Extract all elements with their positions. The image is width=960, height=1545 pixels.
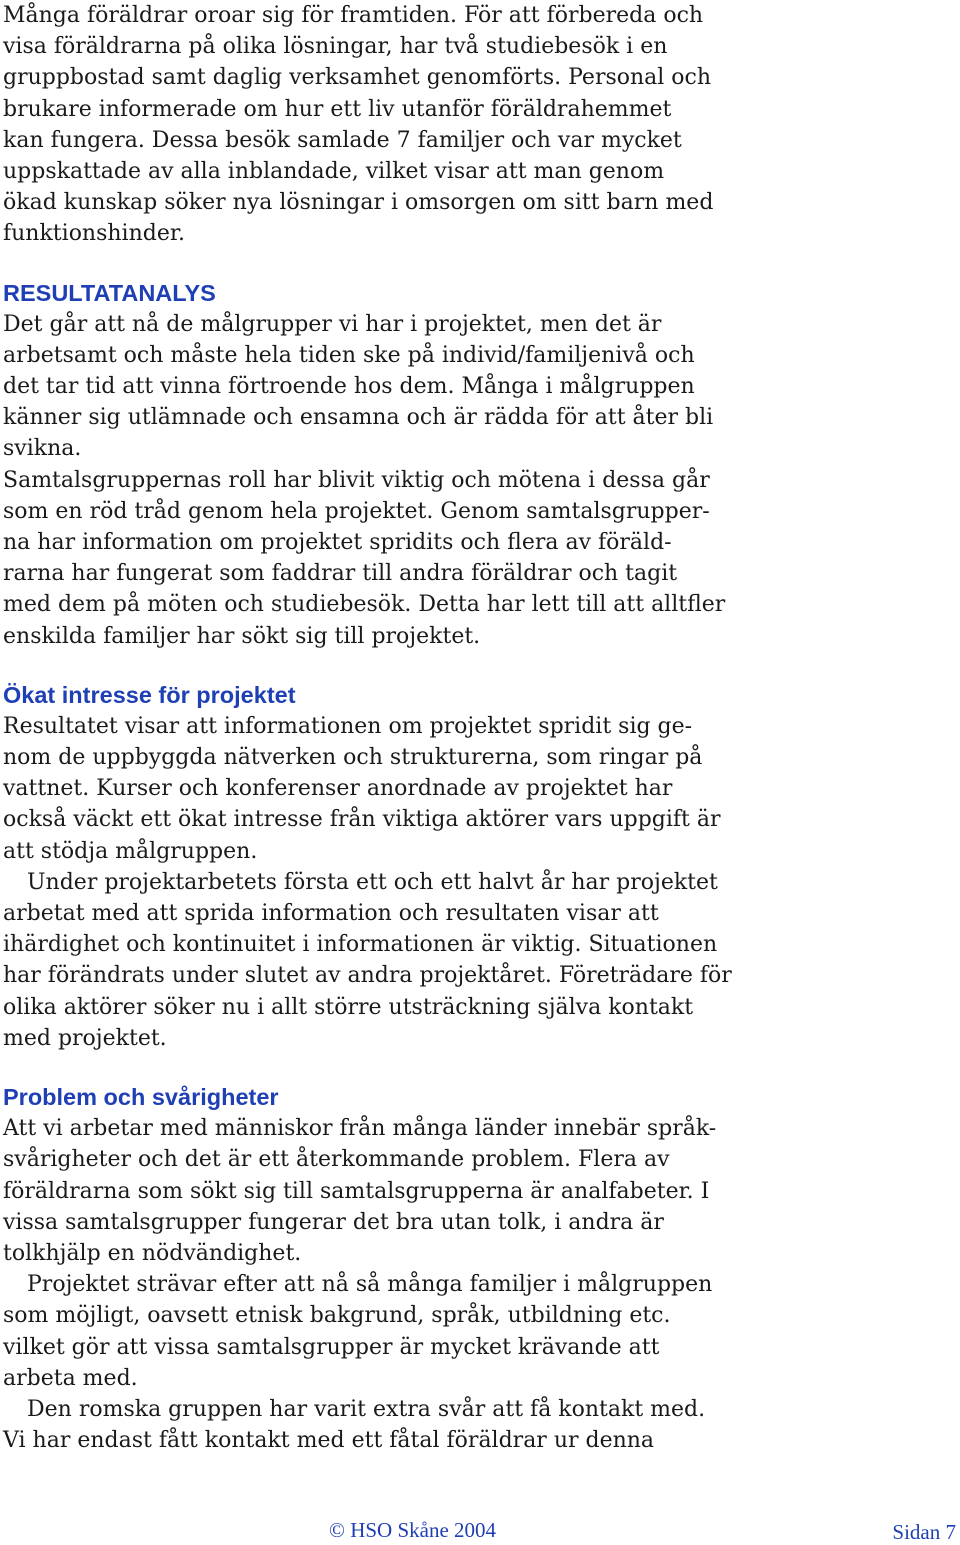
- heading-problem: Problem och svårigheter: [3, 1084, 279, 1111]
- okat-intresse-paragraph-2: Under projektarbetets första ett och ett halvt år har projektet arbetat med att sprida information och resultaten visar att ihärdighet och kontinuitet i informationen är viktig. Situationen har förändrats under slutet av andra projektåret. Företrädare för olika aktörer söker nu i allt större utsträckning själva kontakt med projektet.: [3, 869, 732, 1051]
- spacer: [3, 652, 953, 680]
- problem-paragraph-3: Den romska gruppen har varit extra svår att få kontakt med. Vi har endast fått kontakt med ett fåtal föräldrar ur denna: [3, 1396, 706, 1454]
- document-page: [3, 0, 953, 1456]
- spacer: [3, 250, 953, 278]
- resultatanalys-paragraph-2: Samtalsgruppernas roll har blivit viktig och mötena i dessa går som en röd tråd genom hela projektet. Genom samtalsgrupper- na har information om projektet spridits och flera av föräld- rarna har fungerat som faddrar till andra föräldrar och tagit med dem på möten och studiebesök. Detta har lett till att alltfler enskilda familjer har sökt sig till projektet.: [3, 467, 726, 649]
- problem-paragraph-1: Att vi arbetar med människor från många länder innebär språk- svårigheter och det är ett återkommande problem. Flera av föräldrarna som sökt sig till samtalsgrupperna är analfabeter. I vissa samtalsgrupper fungerar det bra utan tolk, i andra är tolkhjälp en nödvändighet.: [3, 1116, 717, 1266]
- footer-page-number: Sidan 7: [892, 1520, 956, 1544]
- spacer: [3, 1054, 953, 1082]
- intro-paragraph: Många föräldrar oroar sig för framtiden. För att förbereda och visa föräldrarna på olika lösningar, har två studiebesök i en gruppbostad samt daglig verksamhet genomförts. Personal och brukare informerade om hur ett liv utanför föräldrahemmet kan fungera. Dessa besök samlade 7 familjer och var mycket uppskattade av alla inblandade, vilket visar att man genom ökad kunskap söker nya lösningar i omsorgen om sitt barn med funktionshinder.: [3, 3, 714, 247]
- problem-paragraph-2: Projektet strävar efter att nå så många familjer i målgruppen som möjligt, oavsett etnisk bakgrund, språk, utbildning etc. vilket gör att vissa samtalsgrupper är mycket krävande att arbeta med.: [3, 1272, 713, 1391]
- footer-copyright: © HSO Skåne 2004: [329, 1518, 497, 1542]
- heading-okat-intresse: Ökat intresse för projektet: [3, 681, 296, 708]
- heading-resultatanalys: RESULTATANALYS: [3, 279, 216, 306]
- okat-intresse-paragraph-1: Resultatet visar att informationen om projektet spridit sig ge- nom de uppbyggda nätverken och strukturerna, som ringar på vattnet. Kurser och konferenser anordnade av projektet har också väckt ett ökat intresse från viktiga aktörer vars uppgift är att stödja målgruppen.: [3, 713, 721, 864]
- resultatanalys-paragraph-1: Det går att nå de målgrupper vi har i projektet, men det är arbetsamt och måste hela tiden ske på individ/familjenivå och det tar tid att vinna förtroende hos dem. Många i målgruppen känner sig utlämnade och ensamna och är rädda för att åter bli svikna.: [3, 311, 714, 462]
